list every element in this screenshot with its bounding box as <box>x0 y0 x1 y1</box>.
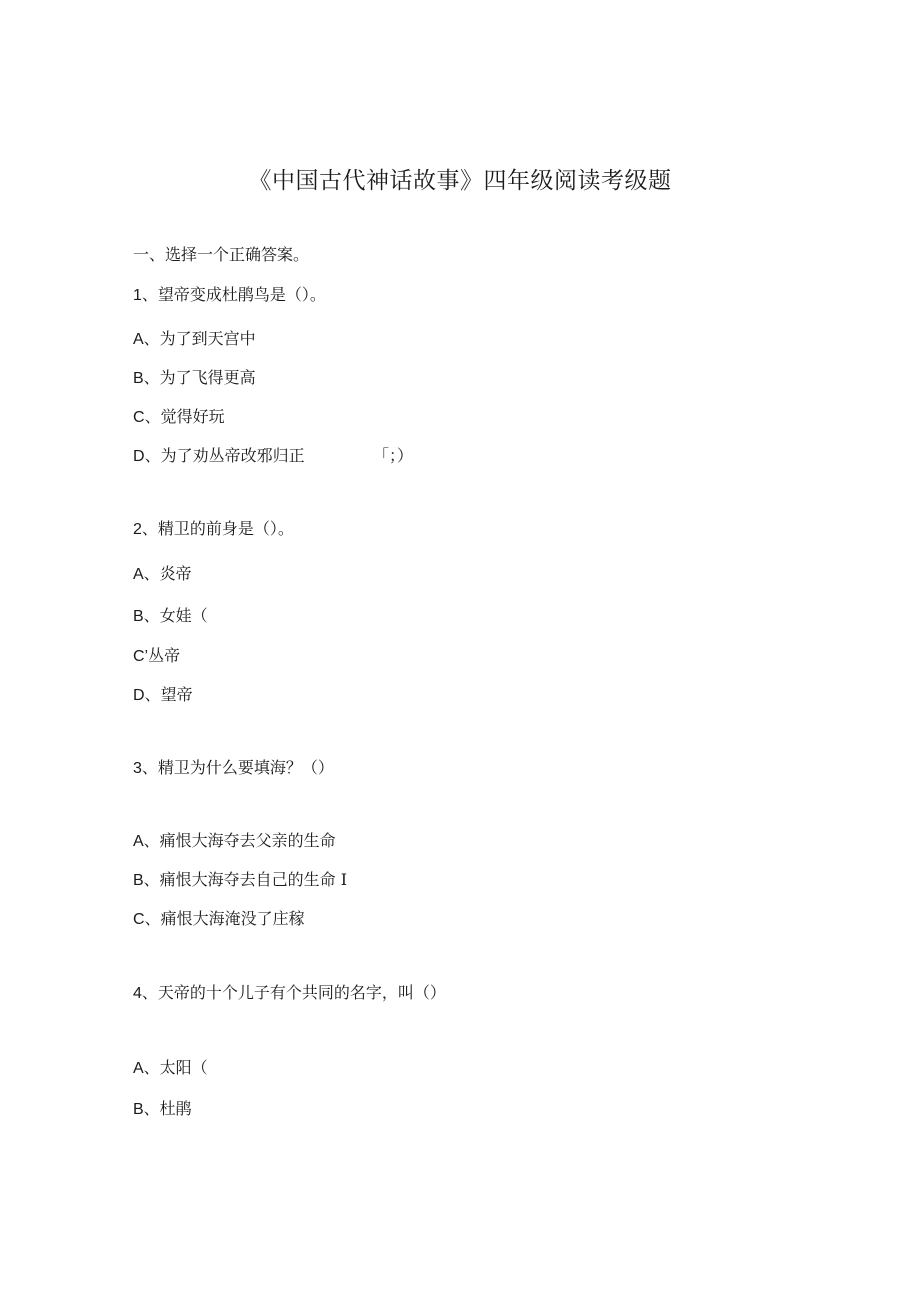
q1-option-d-tail: 「；） <box>373 446 414 465</box>
option-label: B <box>133 1101 144 1118</box>
q3-option-a <box>133 831 336 852</box>
question-text: 、望帝变成杜鹃鸟是（）。 <box>141 285 326 304</box>
q3-option-b <box>133 870 347 891</box>
q1-option-c <box>133 407 225 428</box>
q2-option-c <box>133 646 180 667</box>
q1-option-d <box>133 446 305 467</box>
option-text: 、为了劝丛帝改邪归正 <box>144 446 305 465</box>
option-text: 、为了到天宫中 <box>143 329 256 348</box>
option-label: A <box>133 1060 144 1077</box>
option-text: 、太阳（ <box>143 1058 208 1077</box>
option-label: C <box>133 911 145 928</box>
question-text: 、精卫的前身是（）。 <box>141 519 294 538</box>
q1-option-b <box>133 368 256 389</box>
question-2 <box>133 519 294 540</box>
question-4 <box>133 983 446 1004</box>
q4-option-b <box>133 1099 192 1120</box>
option-text: 、痛恨大海夺去父亲的生命 <box>143 831 336 850</box>
option-text: 、为了飞得更高 <box>143 368 256 387</box>
question-number: 2 <box>133 521 142 538</box>
question-text: 、天帝的十个儿子有个共同的名字，叫（） <box>141 983 446 1002</box>
q2-option-a <box>133 564 192 585</box>
q2-option-d <box>133 685 193 706</box>
q3-option-c <box>133 909 305 930</box>
question-3 <box>133 758 334 779</box>
question-number: 4 <box>133 985 142 1002</box>
question-text: 、精卫为什么要填海？（） <box>141 758 334 777</box>
option-text: 、觉得好玩 <box>144 407 225 426</box>
option-label: A <box>133 331 144 348</box>
option-label: A <box>133 566 144 583</box>
option-label: B <box>133 872 144 889</box>
option-label: A <box>133 833 144 850</box>
question-number: 1 <box>133 287 142 304</box>
option-text: 、望帝 <box>144 685 193 704</box>
question-1 <box>133 285 326 306</box>
option-label: D <box>133 687 145 704</box>
option-label: B <box>133 608 144 625</box>
document-title: 《中国古代神话故事》四年级阅读考级题 <box>248 168 672 194</box>
option-text: 丛帝 <box>148 646 181 665</box>
question-number: 3 <box>133 760 142 777</box>
option-text: 、痛恨大海淹没了庄稼 <box>144 909 305 928</box>
section-heading: 一、选择一个正确答案。 <box>133 245 310 264</box>
option-label: B <box>133 370 144 387</box>
option-label: C’ <box>133 648 149 665</box>
option-label: D <box>133 448 145 465</box>
q2-option-b <box>133 606 208 627</box>
q4-option-a <box>133 1058 208 1079</box>
option-text: 、痛恨大海夺去自己的生命 I <box>143 870 348 889</box>
q1-option-a <box>133 329 256 350</box>
option-text: 、杜鹃 <box>143 1099 192 1118</box>
option-label: C <box>133 409 145 426</box>
option-text: 、女娃（ <box>143 606 208 625</box>
option-text: 、炎帝 <box>143 564 192 583</box>
